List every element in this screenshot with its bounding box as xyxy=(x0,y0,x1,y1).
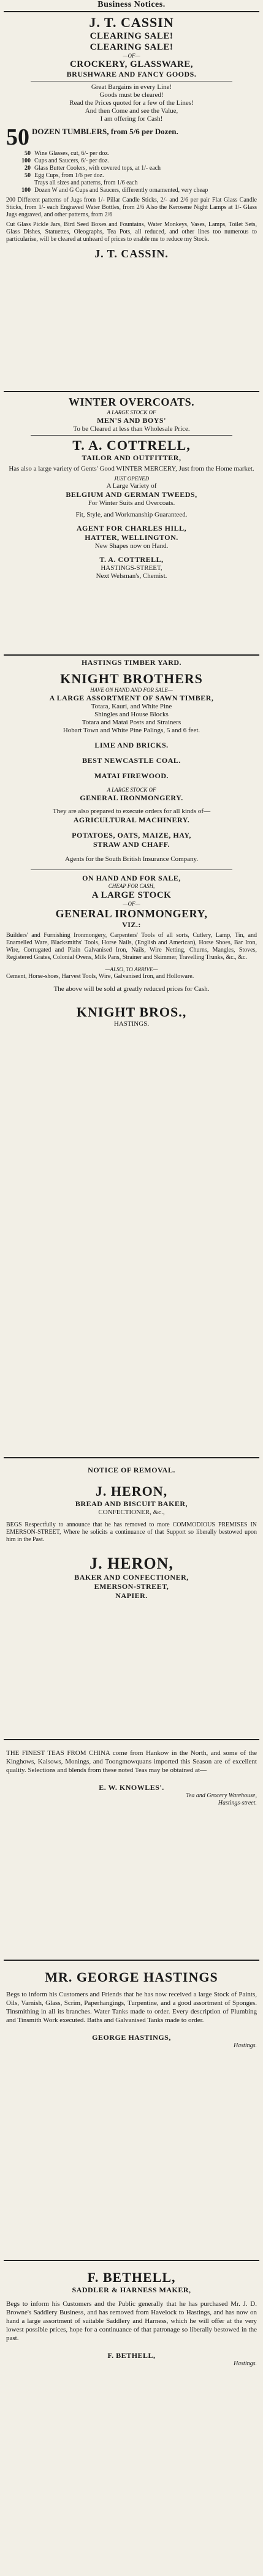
cassin-50-text: DOZEN TUMBLERS, from 5/6 per Dozen. xyxy=(32,127,178,136)
bethell-sig-2: Hastings. xyxy=(233,2360,257,2367)
list-item: 50 Wine Glasses, cut, 6/- per doz. xyxy=(25,150,110,157)
heron-p1: BEGS Respectfully to announce that he has removed to more COMMODIOUS PREMISES IN EMERSON-STREET, Where he solicits a continuance of that Support so liberally bestowed upon him in the Past. xyxy=(6,1521,257,1543)
ad-heron xyxy=(4,1457,259,1739)
knight-list-2: Totara and Matai Posts and Strainers xyxy=(82,719,181,726)
cassin-big-50: 50 xyxy=(6,127,29,148)
knight-lime: LIME AND BRICKS. xyxy=(94,741,169,749)
list-item: 50 Egg Cups, from 1/6 per doz. xyxy=(25,172,104,179)
ad-hastings xyxy=(4,1960,259,2260)
hastings-sig: GEORGE HASTINGS, xyxy=(92,2033,171,2042)
cottrell-p2a: A Large Variety of xyxy=(106,482,157,490)
list-item: 20 Glass Butter Coolers, with covered tops, at 1/- each xyxy=(25,165,161,172)
heron-addr-2: EMERSON-STREET, xyxy=(94,1582,169,1591)
knight-have: HAVE ON HAND AND FOR SALE— xyxy=(90,687,173,693)
knight-place: HASTINGS. xyxy=(113,1020,150,1028)
cassin-intro-2: Read the Prices quoted for a few of the Lines! xyxy=(69,99,194,107)
knight-produce-1: POTATOES, OATS, MAIZE, HAY, xyxy=(72,831,191,839)
cottrell-p1: Has also a large variety of Gents' Good WINTER MERCERY, Just from the Home market. xyxy=(9,465,254,472)
knight-p1: They are also prepared to execute orders for all kinds of— xyxy=(52,808,211,815)
cottrell-c: To be Cleared at less than Wholesale Price. xyxy=(73,425,190,433)
hastings-p: Begs to inform his Customers and Friends that he has now received a large Stock of Paints, Oils, Varnish, Glass, Scrim, Paperhangings, Turpentine, and a good assortment of Sponges. Tinsmithing in all its branches. Water Tanks made to order. Every description of Plumbing and Tinsmith Work executed. Baths and Galvanised Tanks made to order. xyxy=(6,1991,257,2024)
heron-name: J. HERON, xyxy=(95,1483,168,1499)
list-item: Trays all sizes and patterns, from 1/6 each xyxy=(34,180,138,186)
cassin-50-block xyxy=(6,127,257,148)
cottrell-title: WINTER OVERCOATS. xyxy=(68,396,195,408)
cassin-para: 200 Different patterns of Jugs from 1/- Pillar Candle Sticks, 2/- and 2/6 per pair Flat Glass Candle Sticks, from 1/- each Engraved Water Bottles, from 2/6 Also the Kerosene Night Lamps at 1/- Glass Jugs engraved, and other patterns, from 2/6 xyxy=(6,197,257,218)
list-item: 100 Cups and Saucers, 6/- per doz. xyxy=(21,157,109,164)
cottrell-opened: JUST OPENED xyxy=(113,475,150,482)
ad-cassin xyxy=(4,11,259,391)
knight-sig: KNIGHT BROS., xyxy=(76,1004,187,1020)
heron-addr-1: BAKER AND CONFECTIONER, xyxy=(74,1573,189,1582)
heron-trade-1: BREAD AND BISCUIT BAKER, xyxy=(75,1499,188,1508)
knight-cheap: CHEAP FOR CASH, xyxy=(108,883,155,889)
cottrell-trade: TAILOR AND OUTFITTER, xyxy=(82,453,181,462)
knight-desc: Builders' and Furnishing Ironmongery, Carpenters' Tools of all sorts, Cutlery, Lamp, Tin, and Enamelled Ware, Blacksmiths' Tools, Horse Nails, (English and American), Horse Shoes, Bar Iron, Wire, Corrugated and Plain Galvanised Iron, Nails, Wire Netting, Churns, Mangles, Stoves, Registered Grates, Colonial Ovens, Milk Pans, Strainer and Skimmer, Travelling Trunks, &c., &c. xyxy=(6,932,257,961)
cassin-line-2: BRUSHWARE AND FANCY GOODS. xyxy=(66,70,197,78)
cottrell-agent-1: AGENT FOR CHARLES HILL, xyxy=(76,524,187,532)
knight-agents: Agents for the South British Insurance Company. xyxy=(64,855,199,863)
heron-name-2: J. HERON, xyxy=(90,1555,173,1572)
knight-sold: The above will be sold at greatly reduced prices for Cash. xyxy=(53,985,210,993)
knight-agri: AGRICULTURAL MACHINERY. xyxy=(73,816,190,824)
knight-gen-2: GENERAL IRONMONGERY. xyxy=(80,794,183,802)
cottrell-sig-3: Next Welsman's, Chemist. xyxy=(96,572,167,580)
knight-yard: HASTINGS TIMBER YARD. xyxy=(81,658,182,667)
knight-also: —ALSO, TO ARRIVE— xyxy=(105,966,158,972)
cottrell-sig-2: HASTINGS-STREET, xyxy=(101,564,162,572)
cassin-title: J. T. CASSIN xyxy=(89,15,174,30)
knight-stock-2: A LARGE STOCK xyxy=(91,890,172,900)
bethell-sig-1: F. BETHELL, xyxy=(107,2351,156,2360)
cassin-intro-0: Great Bargains in every Line! xyxy=(91,83,172,91)
cassin-para-2: Cut Glass Pickle Jars, Bird Seed Boxes and Fountains, Water Monkeys, Vases, Lamps, Toilet Sets, Glass Dishes, Statuettes, Oleographs, Tea Pots, all reduced, and other lines too numerous to particularise, will be cleared at unheard of prices to enable me to reduce my Stock. xyxy=(6,221,257,243)
knight-onhand: ON HAND AND FOR SALE, xyxy=(82,874,181,882)
ad-knowles xyxy=(4,1739,259,1960)
bethell-title-2: SADDLER & HARNESS MAKER, xyxy=(72,2286,191,2294)
cassin-intro-3: And then Come and see the Value, xyxy=(85,107,178,115)
knowles-sig-2: Tea and Grocery Warehouse, xyxy=(186,1792,257,1799)
cassin-of: —OF— xyxy=(123,53,140,59)
page-header: Business Notices. xyxy=(97,0,166,9)
knowles-sig-1: E. W. KNOWLES'. xyxy=(99,1783,164,1792)
cassin-item-list xyxy=(6,150,257,194)
cottrell-name: T. A. COTTRELL, xyxy=(72,438,191,453)
ad-bethell xyxy=(4,2260,259,2554)
cottrell-p2b: BELGIUM AND GERMAN TWEEDS, xyxy=(66,490,197,499)
knight-list-3: Hobart Town and White Pine Palings, 5 and 6 feet. xyxy=(63,727,200,734)
cottrell-sig-1: T. A. COTTRELL, xyxy=(99,555,164,564)
cassin-intro-1: Goods must be cleared! xyxy=(99,91,164,99)
bethell-title-1: F. BETHELL, xyxy=(87,2270,176,2285)
knight-stock: A LARGE ASSORTMENT OF SAWN TIMBER, xyxy=(49,694,214,702)
cottrell-p3: Fit, Style, and Workmanship Guaranteed. xyxy=(75,511,188,518)
cottrell-p2c: For Winter Suits and Overcoats. xyxy=(88,499,175,507)
cassin-signature: J. T. CASSIN. xyxy=(94,248,169,260)
list-item: 100 Dozen W and G Cups and Saucers, differently ornamented, very cheap xyxy=(21,187,208,194)
knight-gi: GENERAL IRONMONGERY, xyxy=(55,907,208,920)
knight-title: KNIGHT BROTHERS xyxy=(60,671,203,686)
heron-trade-2: CONFECTIONER, &c., xyxy=(98,1509,165,1516)
hastings-title: MR. GEORGE HASTINGS xyxy=(45,1969,218,1985)
ad-knight xyxy=(4,654,259,1457)
cassin-sale-1: CLEARING SALE! xyxy=(90,31,173,41)
heron-addr-3: NAPIER. xyxy=(115,1591,148,1600)
knight-viz: VIZ.: xyxy=(122,920,141,929)
cottrell-agent-3: New Shapes now on Hand. xyxy=(94,542,169,550)
knowles-sig-3: Hastings-street. xyxy=(218,1800,257,1806)
knight-wood: MATAI FIREWOOD. xyxy=(94,771,169,780)
hastings-place: Hastings. xyxy=(233,2042,257,2049)
bethell-p: Begs to inform his Customers and the Public generally that he has purchased Mr. J. D. Browne's Saddlery Business, and has removed from Havelock to Hastings, and has now on hand a large assortment of suitable Saddlery and Harness, which he will offer at the very lowest possible prices, hope for a continuance of that patronage so liberally bestowed in the past. xyxy=(6,2300,257,2342)
knight-of: —OF— xyxy=(123,901,140,907)
cassin-intro-4: I am offering for Cash! xyxy=(100,115,163,123)
knight-list-1: Shingles and House Blocks xyxy=(94,711,169,718)
divider xyxy=(31,869,232,870)
knight-produce-2: STRAW AND CHAFF. xyxy=(93,840,170,849)
knight-gen-1: A LARGE STOCK OF xyxy=(107,787,156,793)
cottrell-a: A LARGE STOCK OF xyxy=(107,409,156,415)
cassin-sale-2: CLEARING SALE! xyxy=(90,42,173,52)
heron-notice: NOTICE OF REMOVAL. xyxy=(88,1466,175,1474)
ad-cottrell xyxy=(4,391,259,654)
cottrell-agent-2: HATTER, WELLINGTON. xyxy=(85,533,178,542)
knight-list-0: Totara, Kauri, and White Pine xyxy=(91,703,172,710)
knowles-p: THE FINEST TEAS FROM CHINA come from Hankow in the North, and some of the Kinghows, Kaisows, Monings, and Toongmowquans imported this Season are of excellent quality. Selections and blends from these noted Teas may be obtained at— xyxy=(6,1749,257,1774)
cassin-line-1: CROCKERY, GLASSWARE, xyxy=(69,59,194,69)
knight-desc-2: Cement, Horse-shoes, Harvest Tools, Wire, Galvanised Iron, and Holloware. xyxy=(6,973,194,980)
cottrell-b: MEN'S AND BOYS' xyxy=(97,416,166,425)
divider xyxy=(31,435,232,436)
knight-coal: BEST NEWCASTLE COAL. xyxy=(82,756,181,765)
